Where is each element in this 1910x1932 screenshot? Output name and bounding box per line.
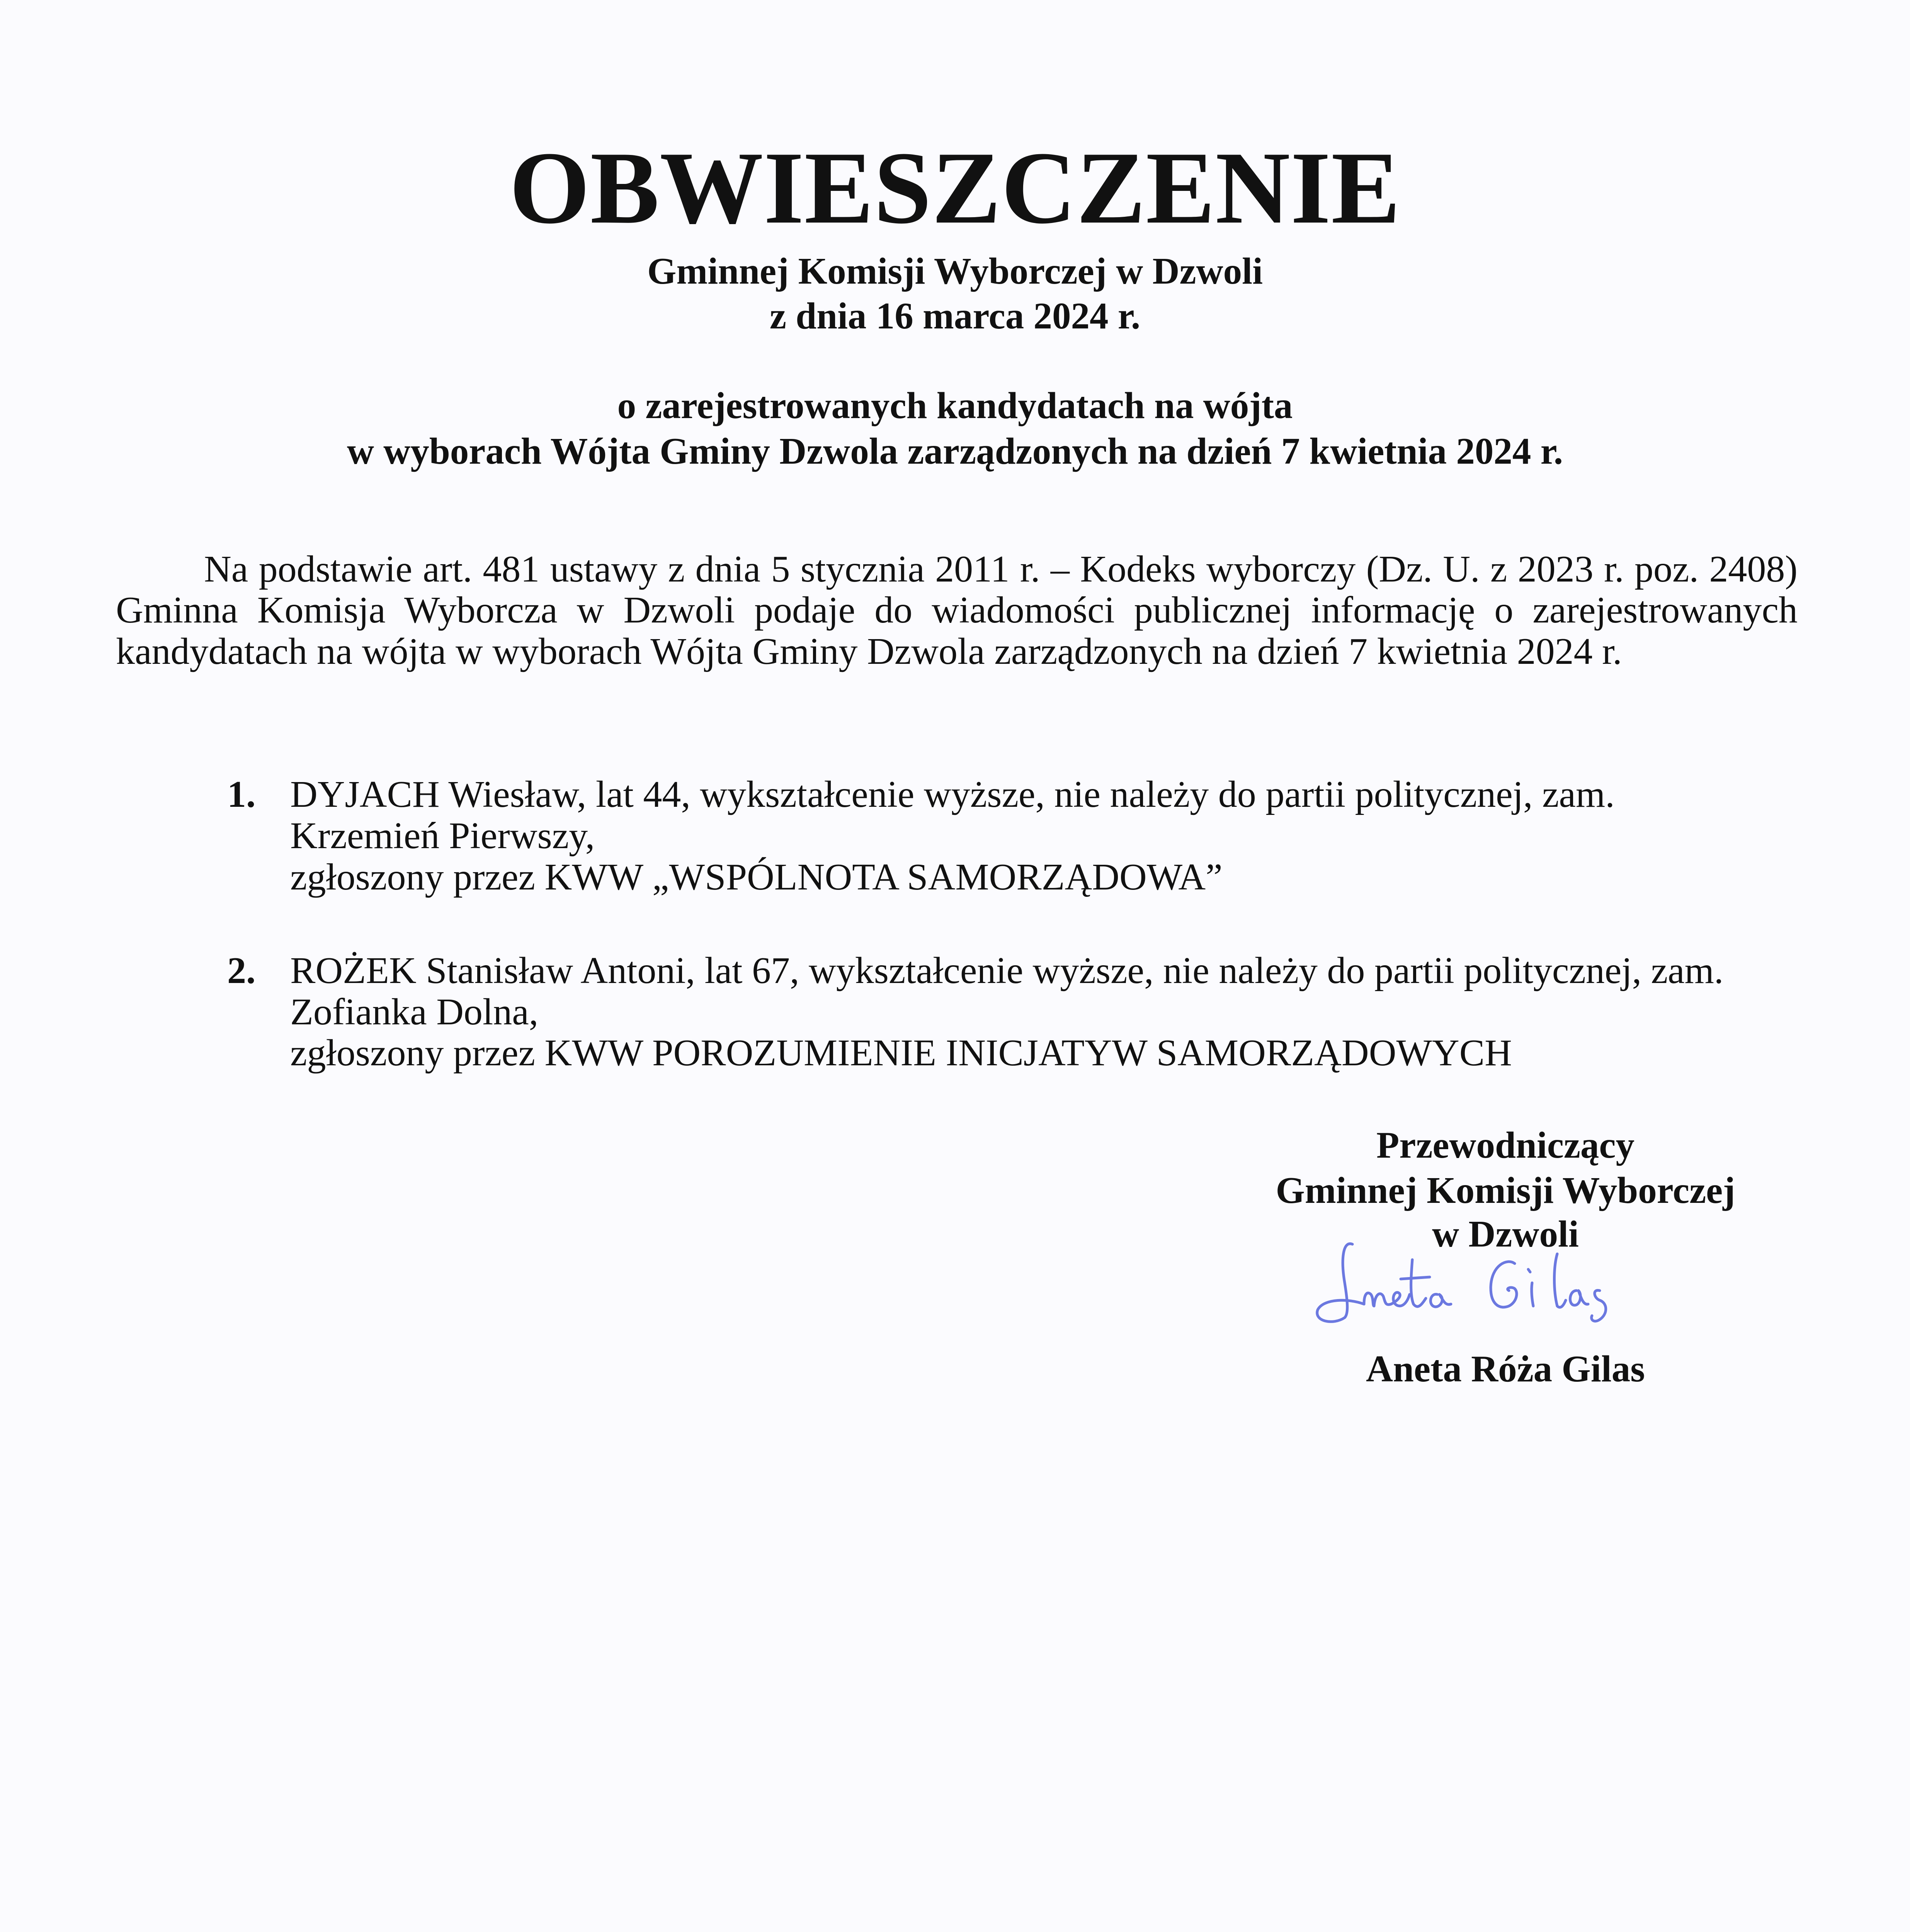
subject-line-1: o zarejestrowanych kandydatach na wójta bbox=[617, 385, 1293, 426]
candidate-address: Zofianka Dolna, bbox=[290, 991, 539, 1033]
candidate-details: ROŻEK Stanisław Antoni, lat 67, wykształcenie wyższe, nie należy do partii politycznej, zam. bbox=[290, 950, 1724, 992]
intro-line: kandydatach na wójta w wyborach Wójta Gminy Dzwola zarządzonych na dzień 7 kwietnia 2024 r. bbox=[116, 631, 1622, 672]
candidate-details: DYJACH Wiesław, lat 44, wykształcenie wyższe, nie należy do partii politycznej, zam. bbox=[290, 774, 1615, 815]
date-line: z dnia 16 marca 2024 r. bbox=[769, 295, 1141, 337]
signature-stroke-gilas bbox=[1532, 1283, 1533, 1306]
signatory-role: Przewodniczący bbox=[1376, 1124, 1634, 1166]
candidate-nominated-by: zgłoszony przez KWW POROZUMIENIE INICJATYW SAMORZĄDOWYCH bbox=[290, 1032, 1512, 1074]
signature-stroke-aneta bbox=[1317, 1244, 1364, 1322]
issuer-line: Gminnej Komisji Wyborczej w Dzwoli bbox=[647, 250, 1263, 292]
document-title: OBWIESZCZENIE bbox=[509, 130, 1401, 245]
signature-stroke-gilas bbox=[1491, 1262, 1517, 1307]
intro-line: Gminna Komisja Wyborcza w Dzwoli podaje do wiadomości publicznej informację o zarejestrowanych bbox=[116, 589, 1798, 631]
signature-stroke-aneta bbox=[1430, 1294, 1451, 1307]
signatory-name: Aneta Róża Gilas bbox=[1366, 1348, 1645, 1389]
signature-stroke-gilas bbox=[1555, 1254, 1566, 1307]
candidate-number: 1. bbox=[227, 774, 256, 815]
signature-stroke-aneta bbox=[1401, 1277, 1430, 1279]
candidate-address: Krzemień Pierwszy, bbox=[290, 815, 595, 857]
signature-stroke-aneta bbox=[1364, 1293, 1410, 1306]
handwritten-signature bbox=[1306, 1236, 1662, 1329]
subject-line-2: w wyborach Wójta Gminy Dzwola zarządzonych na dzień 7 kwietnia 2024 r. bbox=[347, 430, 1563, 472]
signature-stroke-gilas bbox=[1528, 1269, 1530, 1272]
candidate-number: 2. bbox=[227, 950, 256, 992]
signatory-location: w Dzwoli bbox=[1432, 1213, 1579, 1255]
signature-stroke-aneta bbox=[1411, 1260, 1426, 1306]
signature-stroke-gilas bbox=[1570, 1291, 1588, 1305]
signatory-body: Gminnej Komisji Wyborczej bbox=[1276, 1170, 1735, 1211]
candidate-nominated-by: zgłoszony przez KWW „WSPÓLNOTA SAMORZĄDOWA” bbox=[290, 856, 1223, 898]
signature-stroke-gilas bbox=[1592, 1290, 1606, 1321]
intro-line: Na podstawie art. 481 ustawy z dnia 5 stycznia 2011 r. – Kodeks wyborczy (Dz. U. z 2023 r. poz. 2408) bbox=[204, 548, 1798, 590]
